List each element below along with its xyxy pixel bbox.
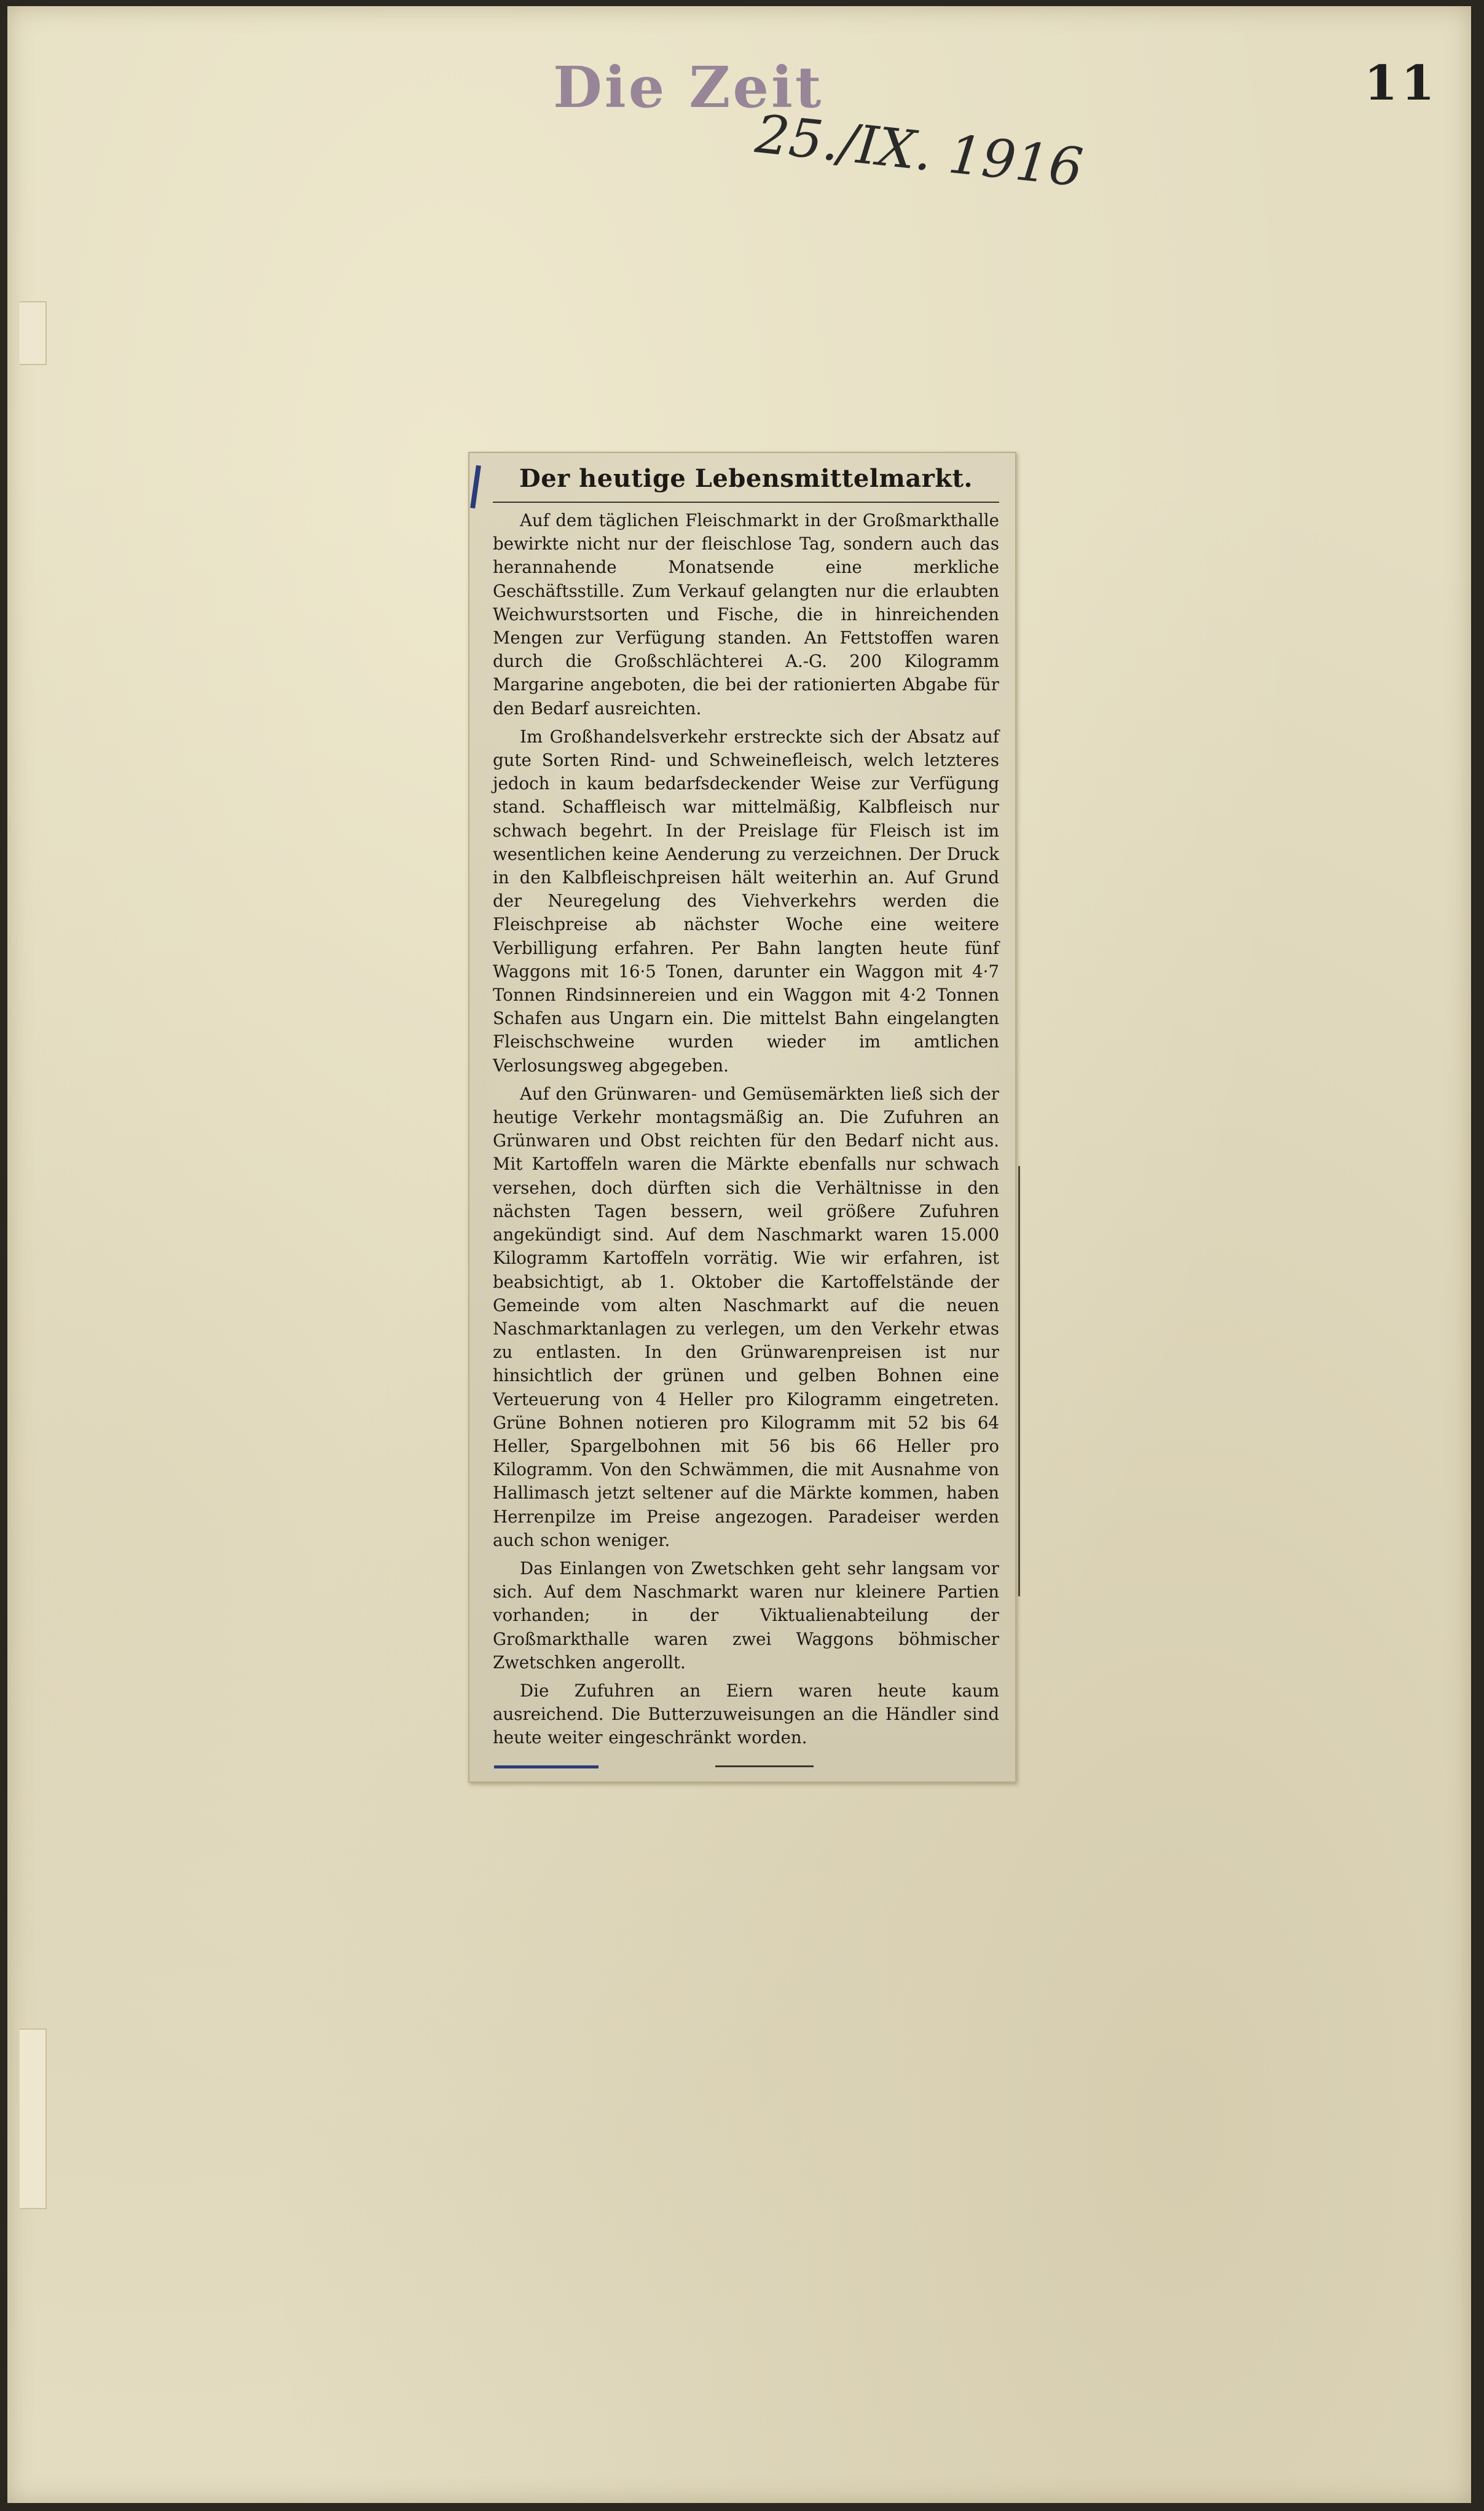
article-footer — [488, 1759, 999, 1774]
article-paragraph: Auf dem täglichen Fleischmarkt in der Großmarkthalle bewirkte nicht nur der fleischlose Tag, sondern auch das herannahende Monatsende eine merkliche Geschäftsstille. Zum Verkauf gelangten nur die erlaubten Weichwurstsorten und Fische, die in hinreichenden Mengen zur Verfügung standen. An Fettstoffen waren durch die Großschlächterei A.-G. 200 Kilogramm Margarine angeboten, die bei der rationierten Abgabe für den Bedarf ausreichten. — [493, 510, 999, 719]
newspaper-clipping — [468, 452, 1016, 1783]
column-rule — [1018, 1166, 1020, 1596]
article-headline: Der heutige Lebensmittelmarkt. — [519, 464, 973, 493]
article-paragraph: Im Großhandelsverkehr erstreckte sich der Absatz auf gute Sorten Rind- und Schweinefleisch, welch letzteres jedoch in kaum bedarfsdeckender Weise zur Verfügung stand. Schaffleisch war mittelmäßig, Kalbfleisch nur schwach begehrt. In der Preislage für Fleisch ist im wesentlichen keine Aenderung zu verzeichnen. Der Druck in den Kalbfleischpreisen hält weiterhin an. Auf Grund der Neuregelung des Viehverkehrs werden die Fleischpreise ab nächster Woche eine weitere Verbilligung erfahren. Per Bahn langten heute fünf Waggons mit 16·5 Tonen, darunter ein Waggon mit 4·7 Tonnen Rindsinnereien und ein Waggon mit 4·2 Tonnen Schafen aus Ungarn ein. Die mittelst Bahn eingelangten Fleischschweine wurden wieder im amtlichen Verlosungsweg abgegeben. — [493, 726, 999, 1076]
blue-pencil-underline-icon — [494, 1765, 599, 1768]
article-paragraph: Auf den Grünwaren- und Gemüsemärkten ließ sich der heutige Verkehr montagsmäßig an. Die Zufuhren an Grünwaren und Obst reichten für den Bedarf nicht aus. Mit Kartoffeln waren die Märkte ebenfalls nur schwach versehen, doch dürften sich die Verhältnisse in den nächsten Tagen bessern, weil größere Zufuhren angekündigt sind. Auf dem Naschmarkt waren 15.000 Kilogramm Kartoffeln vorrätig. Wie wir erfahren, ist beabsichtigt, ab 1. Oktober die Kartoffelstände der Gemeinde vom alten Naschmarkt auf die neuen Naschmarktanlagen zu verlegen, um den Verkehr etwas zu entlasten. In den Grünwarenpreisen ist nur hinsichtlich der grünen und gelben Bohnen eine Verteuerung von 4 Heller pro Kilogramm eingetreten. Grüne Bohnen notieren pro Kilogramm mit 52 bis 64 Heller, Spargelbohnen mit 56 bis 66 Heller pro Kilogramm. Von den Schwämmen, die mit Ausnahme von Hallimasch jetzt seltener auf die Märkte kommen, haben Herrenpilze im Preise angezogen. Paradeiser werden auch schon weniger. — [493, 1083, 999, 1550]
end-of-article-rule — [715, 1765, 814, 1767]
newspaper-stamp: Die Zeit — [553, 54, 824, 120]
paper-edge-tab — [20, 301, 47, 365]
paper-edge-tab — [20, 2028, 47, 2209]
page-number: 11 — [1364, 55, 1439, 111]
article-paragraph: Das Einlangen von Zwetschken geht sehr langsam vor sich. Auf dem Naschmarkt waren nur kleinere Partien vorhanden; in der Viktualienabteilung der Großmarkthalle waren zwei Waggons böhmischer Zwetschken angerollt. — [493, 1558, 999, 1673]
headline-divider — [493, 502, 999, 503]
blue-pencil-mark-icon — [470, 465, 481, 508]
article-paragraph: Die Zufuhren an Eiern waren heute kaum ausreichend. Die Butterzuweisungen an die Händler sind heute weiter eingeschränkt worden. — [493, 1680, 999, 1748]
handwritten-date: 25./IX. 1916 — [752, 103, 1086, 199]
